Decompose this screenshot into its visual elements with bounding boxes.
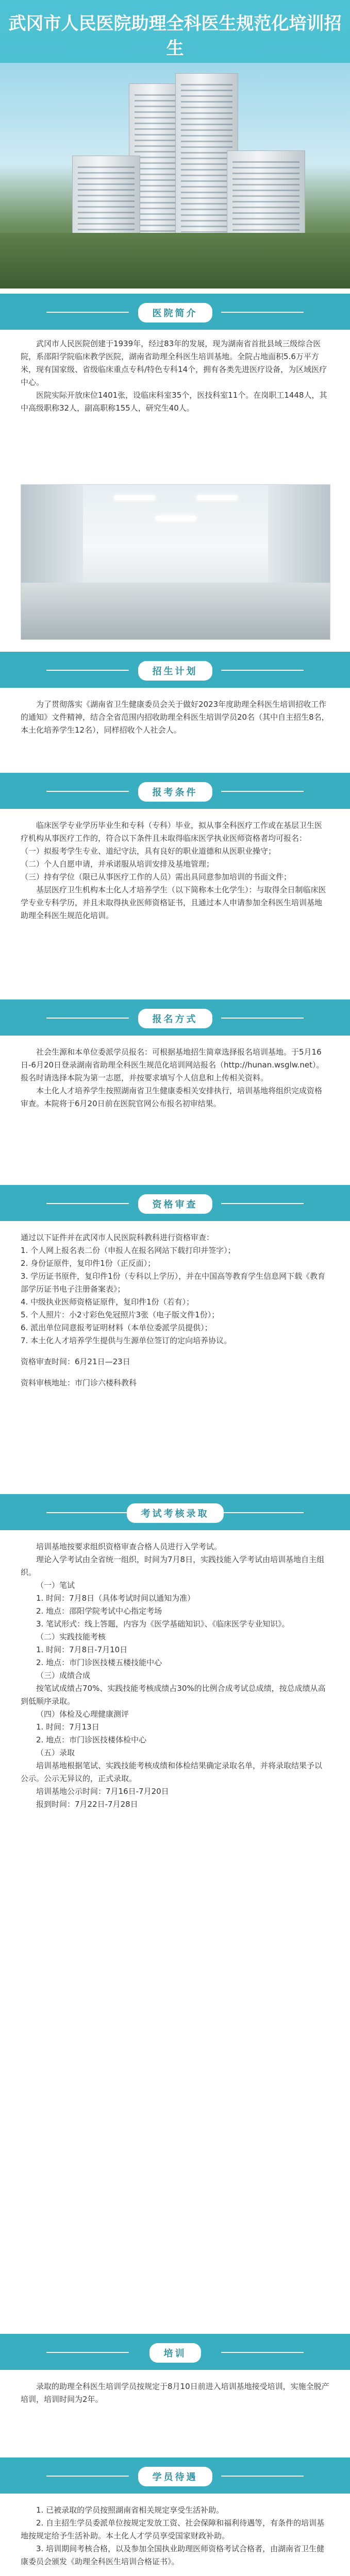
- section-heading: 考试考核录取: [127, 1503, 224, 1523]
- paragraph: 资格审查时间：6月21日—23日: [21, 1357, 130, 1366]
- paragraph: 理论入学考试由全省统一组织，时间为7月8日，实践技能入学考试由培训基地自主组织。: [21, 1555, 325, 1577]
- review-text: [21, 1231, 329, 1389]
- paragraph: 1. 时间：7月8日（具体考试时间以通知为准）: [36, 1594, 195, 1603]
- paragraph: 3. 笔试形式：线上答题，内容为《医学基础知识》、《临床医学专业知识》。: [36, 1619, 290, 1629]
- paragraph: 2. 地点：市门诊医技楼体检中心: [36, 1735, 147, 1744]
- section-heading: 报名方式: [138, 1009, 212, 1028]
- paragraph: 3. 培训期间考核合格，以及参加全国执业助理医师资格考试合格者，由湖南省卫生健康委员会颁发《助理全科医生培训合格证书》。: [21, 2544, 325, 2566]
- section-banner-exam: [0, 1494, 350, 1530]
- section-banner-enrollment-plan: [0, 652, 350, 688]
- paragraph: （二）个人自愿申请，并承诺服从培训安排及基地管理；: [21, 859, 214, 869]
- paragraph: 1. 时间：7月13日: [36, 1722, 99, 1732]
- paragraph: 临床医学专业学历毕业生和专科（专科）毕业，拟从事全科医疗工作或在基层卫生医疗机构从事医疗工作的，符合以下条件且未取得临床医学执业医师资格者均可报名：: [21, 821, 323, 843]
- paragraph: 录取的助理全科医生培训学员按规定于8月10日前进入培训基地接受培训，实施全脱产培训，培训时间为2年。: [21, 2382, 329, 2404]
- section-banner-review: [0, 1185, 350, 1221]
- paragraph: 本土化人才培养学生按照湖南省卫生健康委相关安排执行，培训基地将组织完成资格审查。本院将于6月20日前在医院官网公布报名初审结果。: [21, 1086, 323, 1108]
- paragraph: 为了贯彻落实《湖南省卫生健康委员会关于做好2023年度助理全科医生培训招收工作的通知》文件精神，结合全省范围内招收助理全科医生培训学员20名（其中自主招生8名，本土化培养学生12名），同样招收个人社会人。: [21, 700, 329, 735]
- paragraph: 7. 本土化人才培养学生提供与生源单位签订的定向培养协议。: [21, 1336, 232, 1345]
- paragraph: 基层医疗卫生机构本土化人才培养学生（以下简称本土化学生）：与取得全日制临床医学专业专科学历，并且未取得执业医师资格证书，且通过本人申请参加全科医生培训基地助理全科医生规范化培训。: [21, 885, 326, 920]
- hospital-intro-text: [21, 337, 329, 415]
- paragraph: （四）体检及心理健康测评: [36, 1709, 129, 1719]
- paragraph: 1. 个人网上报名表二份（申报人在报名网站下载打印并签字）；: [21, 1246, 236, 1255]
- paragraph: 2. 自主招生学员委派单位按规定发放工资、社会保障和福利待遇等，有条件的培训基地按规定给予生活补助。本土化人才学员享受国家财政补助。: [21, 2518, 325, 2540]
- paragraph: 2. 地点：市门诊医技楼五楼技能中心: [36, 1658, 162, 1667]
- requirements-text: [21, 819, 329, 922]
- paragraph: 2. 身份证原件，复印件1份（正反面）；: [21, 1259, 156, 1268]
- hospital-corridor-photo: [21, 484, 330, 640]
- hospital-building-photo: [0, 63, 350, 289]
- paragraph: （三）成绩合成: [36, 1671, 91, 1680]
- section-heading: 医院简介: [138, 303, 212, 323]
- exam-text: [21, 1540, 329, 1811]
- paragraph: 培训基地根据笔试、实践技能考核成绩和体检结果确定录取名单，并将录取结果予以公示。公示无异议的，正式录取。: [21, 1761, 323, 1783]
- section-heading: 招生计划: [138, 661, 212, 681]
- paragraph: 报到时间：7月22日-7月28日: [36, 1800, 138, 1809]
- paragraph: （一）笔试: [36, 1581, 75, 1590]
- paragraph: 医院实际开放床位1401张，设临床科室35个，医技科室11个。在岗职工1448人，其中高级职称32人，副高职称155人，研究生40人。: [21, 391, 327, 413]
- paragraph: 武冈市人民医院创建于1939年，经过83年的发展，现为湖南省首批县域三级综合医院，系邵阳学院临床教学医院，湖南省助理全科医生培训基地。全院占地面积5.6万平方米，现有国家级、省级临床重点专科/特色专科14个，拥有各类先进医疗设备，为区域医疗中心。: [21, 339, 327, 387]
- enrollment-plan-text: [21, 698, 329, 737]
- building-wing-right: [227, 150, 305, 239]
- paragraph: （二）实践技能考核: [36, 1632, 106, 1641]
- training-text: [21, 2380, 329, 2406]
- paragraph: 通过以下证件并在武冈市人民医院科教科进行资格审查：: [21, 1233, 214, 1242]
- paragraph: 按笔试成绩占70%、实践技能考核成绩占30%的比例合成考试总成绩，按总成绩从高到低顺序录取。: [21, 1684, 326, 1706]
- paragraph: 6. 派出单位同意报考证明材料（本单位委派学员提供）；: [21, 1323, 212, 1332]
- paragraph: （三）持有学位（限已从事医疗工作的人员）需出具同意参加培训的书面文件；: [21, 872, 292, 882]
- section-banner-training: [0, 2334, 350, 2370]
- paragraph: 2. 地点：邵阳学院考试中心指定考场: [36, 1606, 162, 1616]
- paragraph: 5. 个人照片：小2寸彩色免冠照片3张（电子版文件1份）；: [21, 1310, 220, 1319]
- review-address: 资料审核地址：市门诊六楼科教科: [21, 1378, 137, 1387]
- building-wing-left: [72, 156, 140, 239]
- trees-foreground: [0, 233, 350, 289]
- section-heading: 资格审查: [138, 1194, 212, 1214]
- paragraph: 社会生源和本单位委派学员报名：可根据基地招生简章选择报名培训基地。于5月16日-6月20日登录湖南省助理全科医生规范化培训网站报名（http://hunan.wsglw.net）。报名时请选择本院为第一志愿，并按要求填写个人信息和上传相关资料。: [21, 1047, 324, 1082]
- section-banner-hospital-intro: [0, 294, 350, 330]
- paragraph: （五）录取: [36, 1748, 75, 1757]
- section-heading: 培训: [149, 2343, 201, 2363]
- benefits-text: [21, 2504, 329, 2568]
- paragraph: 1. 已被录取的学员按照湖南省相关规定享受生活补助。: [36, 2505, 224, 2515]
- section-heading: 学员待遇: [138, 2467, 212, 2486]
- paragraph: 3. 学历证书原件，复印件1份（专科以上学历），并在中国高等教育学生信息网下载《教育部学历证书电子注册备案表》；: [21, 1272, 326, 1294]
- section-banner-benefits: [0, 2458, 350, 2494]
- hero-header: [0, 0, 350, 289]
- section-banner-method: [0, 999, 350, 1036]
- section-heading: 报考条件: [138, 782, 212, 802]
- method-text: [21, 1046, 329, 1110]
- paragraph: 4. 中级执业医师资格证原件，复印件1份（若有）；: [21, 1297, 194, 1307]
- paragraph: （一）拟报考学生专业、道纪守法，具有良好的职业道德和从医职业操守；: [21, 846, 276, 856]
- paragraph: 培训基地公示时间：7月16日-7月20日: [36, 1787, 169, 1796]
- paragraph: 1. 时间：7月8日-7月10日: [36, 1645, 128, 1654]
- page-title-line-1: 武冈市人民医院助理全科医生规范化培训招生: [8, 13, 342, 59]
- paragraph: 培训基地按要求组织资格审查合格人员进行入学考试。: [36, 1542, 222, 1551]
- section-banner-requirements: [0, 773, 350, 809]
